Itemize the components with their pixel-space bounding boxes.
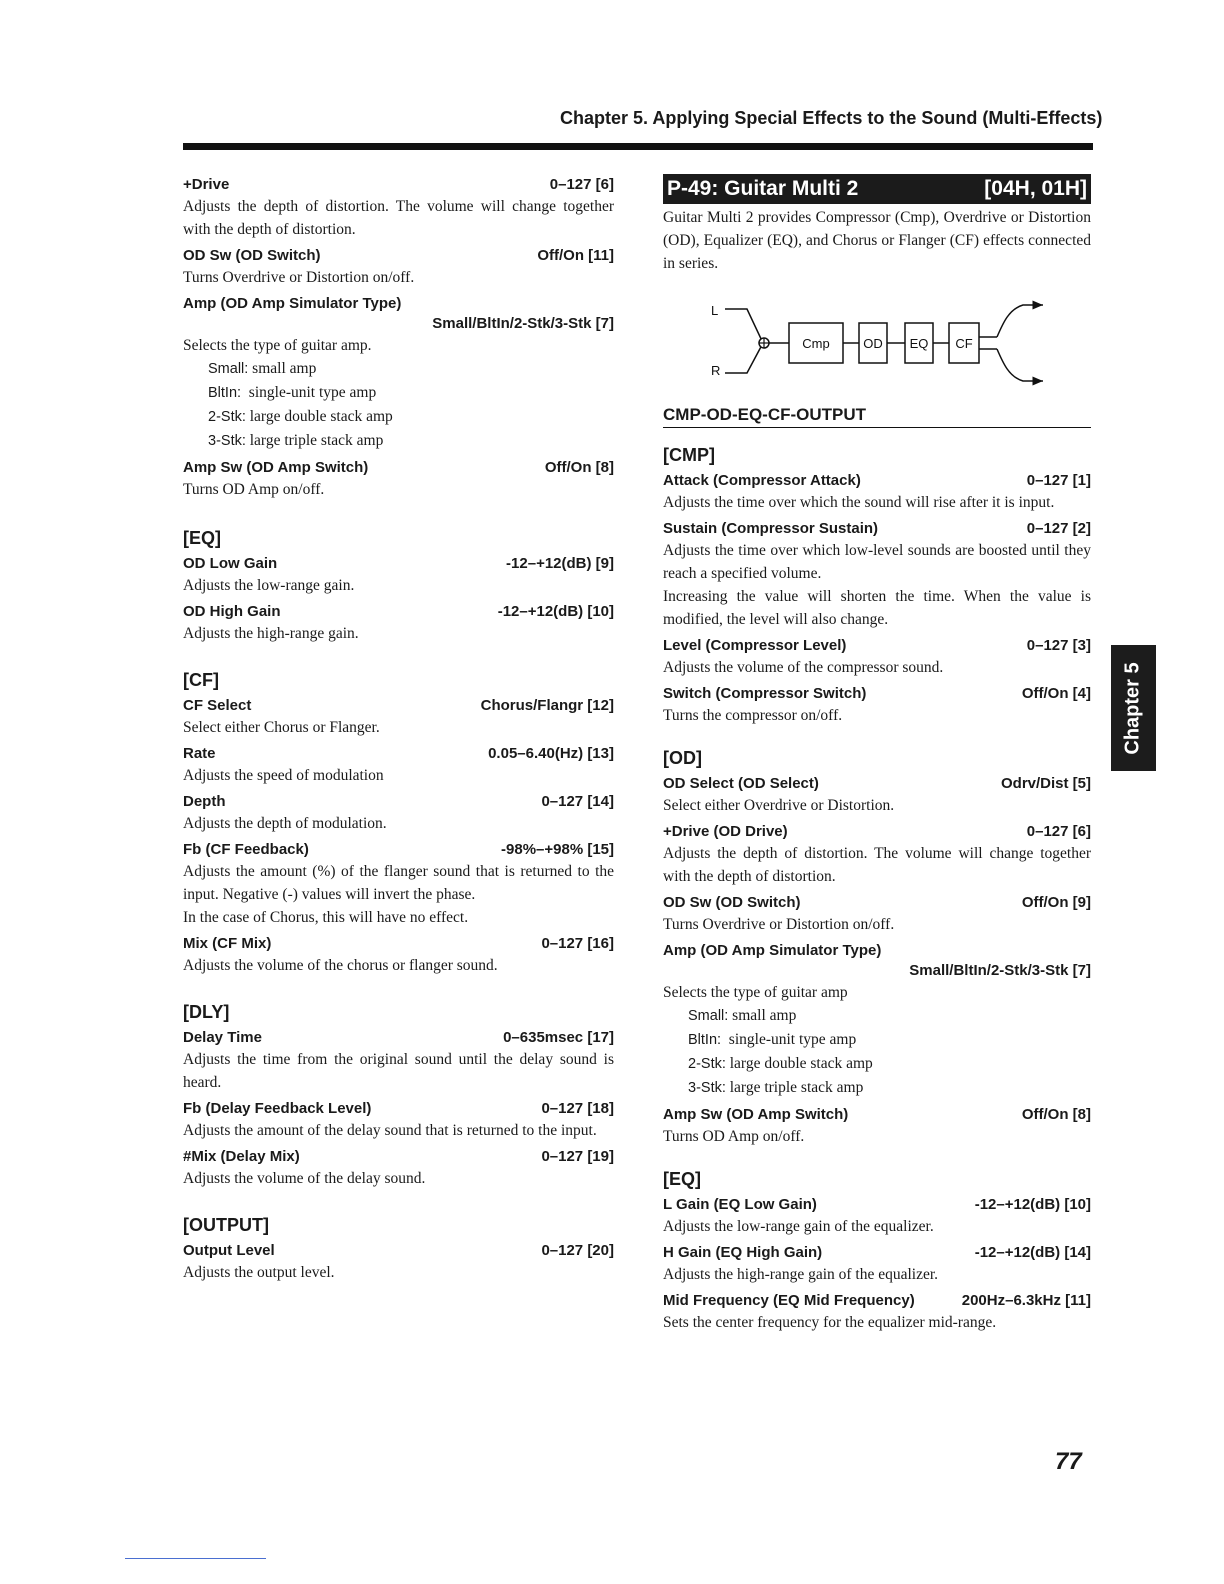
param-output-level bbox=[183, 1241, 614, 1261]
param-name: Level (Compressor Level) bbox=[663, 637, 847, 654]
param-name: Delay Time bbox=[183, 1029, 262, 1046]
param-range: -98%–+98% [15] bbox=[501, 841, 614, 858]
param-name: Amp Sw (OD Amp Switch) bbox=[183, 459, 369, 476]
param-desc: Adjusts the time over which low-level sounds are boosted until they reach a specified volume. bbox=[663, 542, 1091, 582]
param-name: L Gain (EQ Low Gain) bbox=[663, 1196, 817, 1213]
param-amp-name: Amp (OD Amp Simulator Type) bbox=[183, 295, 402, 312]
amp-option: 3-Stk: large triple stack amp bbox=[688, 1079, 864, 1096]
param-desc: Turns the compressor on/off. bbox=[663, 707, 843, 724]
header-rule bbox=[183, 143, 1093, 150]
chapter-tab-label: Chapter 5 bbox=[1122, 661, 1144, 755]
param-attack bbox=[663, 471, 1091, 491]
param-name: OD Select (OD Select) bbox=[663, 775, 819, 792]
param-desc: Adjusts the volume of the chorus or flanger sound. bbox=[183, 957, 498, 974]
amp-option: BltIn: single-unit type amp bbox=[688, 1031, 857, 1048]
param-name: Sustain (Compressor Sustain) bbox=[663, 520, 879, 537]
param-amp-sw bbox=[183, 458, 614, 478]
output-arrow-l bbox=[997, 305, 1043, 337]
param-desc: Adjusts the depth of distortion. The volume will change together with the depth of distortion. bbox=[183, 198, 614, 238]
param-range: Odrv/Dist [5] bbox=[1000, 775, 1091, 792]
chapter-tab bbox=[1111, 645, 1156, 771]
patch-code: [04H, 01H] bbox=[984, 177, 1087, 200]
section-cmp: [CMP] bbox=[663, 445, 715, 465]
param-name: OD Sw (OD Switch) bbox=[663, 894, 801, 911]
section-eq: [EQ] bbox=[663, 1169, 701, 1189]
amp-option: 3-Stk: large triple stack amp bbox=[208, 432, 384, 449]
block-eq-label: EQ bbox=[909, 336, 929, 351]
param-range: 0–127 [18] bbox=[541, 1100, 614, 1117]
param-high-gain bbox=[183, 602, 614, 622]
page-number: 77 bbox=[1055, 1448, 1082, 1475]
section-od: [OD] bbox=[663, 748, 702, 768]
param-range: Off/On [8] bbox=[544, 459, 614, 476]
param-range: -12–+12(dB) [14] bbox=[974, 1244, 1091, 1261]
param-desc: Adjusts the low-range gain. bbox=[183, 577, 355, 594]
param-desc: Select either Overdrive or Distortion. bbox=[663, 797, 895, 814]
param-desc: Adjusts the output level. bbox=[183, 1264, 335, 1281]
param-switch bbox=[663, 684, 1091, 704]
param-mid-freq bbox=[663, 1291, 1091, 1311]
param-name: +Drive bbox=[183, 176, 230, 193]
param-range: 0–127 [19] bbox=[541, 1148, 614, 1165]
param-low-gain bbox=[183, 554, 614, 574]
param-range: 0–127 [14] bbox=[541, 793, 614, 810]
patch-banner bbox=[663, 174, 1091, 204]
section-output: [OUTPUT] bbox=[183, 1215, 269, 1235]
param-desc: Adjusts the speed of modulation bbox=[183, 767, 384, 784]
param-name: Depth bbox=[183, 793, 226, 810]
param-range: 0–127 [6] bbox=[1026, 823, 1091, 840]
param-name: Attack (Compressor Attack) bbox=[663, 472, 861, 489]
param-cf-select bbox=[183, 696, 614, 716]
page-header: Chapter 5. Applying Special Effects to the Sound (Multi-Effects) bbox=[560, 108, 1103, 128]
param-range: Off/On [8] bbox=[1021, 1106, 1091, 1123]
diagram-in-r: R bbox=[711, 363, 721, 378]
amp-option: 2-Stk: large double stack amp bbox=[688, 1055, 873, 1072]
right-column bbox=[663, 174, 1091, 1334]
param-name: +Drive (OD Drive) bbox=[663, 823, 788, 840]
param-od-drive bbox=[663, 822, 1091, 842]
param-range: 0.05–6.40(Hz) [13] bbox=[488, 745, 614, 762]
param-range: 0–127 [6] bbox=[549, 176, 614, 193]
param-desc: Sets the center frequency for the equalizer mid-range. bbox=[663, 1314, 997, 1331]
param-range: -12–+12(dB) [10] bbox=[497, 603, 614, 620]
param-desc: Adjusts the time over which the sound will rise after it is input. bbox=[663, 494, 1055, 511]
param-desc: Select either Chorus or Flanger. bbox=[183, 719, 380, 736]
param-range: 0–635msec [17] bbox=[503, 1029, 614, 1046]
param-desc: Adjusts the depth of distortion. The volume will change together with the depth of distortion. bbox=[663, 845, 1091, 885]
param-desc: Turns Overdrive or Distortion on/off. bbox=[663, 916, 895, 933]
param-h-gain bbox=[663, 1243, 1091, 1263]
diagram-in-l: L bbox=[711, 303, 719, 318]
param-cf-feedback bbox=[183, 840, 614, 860]
section-dly: [DLY] bbox=[183, 1002, 230, 1022]
amp-option: 2-Stk: large double stack amp bbox=[208, 408, 393, 425]
param-desc: Adjusts the amount of the delay sound that is returned to the input. bbox=[183, 1122, 597, 1139]
param-desc: Adjusts the depth of modulation. bbox=[183, 815, 387, 832]
param-desc: Selects the type of guitar amp bbox=[663, 984, 848, 1001]
param-name: OD Sw (OD Switch) bbox=[183, 247, 321, 264]
param-desc: Adjusts the volume of the compressor sound. bbox=[663, 659, 944, 676]
block-od-label: OD bbox=[863, 336, 883, 351]
param-desc: Adjusts the high-range gain. bbox=[183, 625, 359, 642]
routing-heading: CMP-OD-EQ-CF-OUTPUT bbox=[663, 405, 1091, 428]
param-desc: Turns Overdrive or Distortion on/off. bbox=[183, 269, 415, 286]
param-depth bbox=[183, 792, 614, 812]
param-level bbox=[663, 636, 1091, 656]
param-desc: Turns OD Amp on/off. bbox=[663, 1128, 805, 1145]
param-amp-range: Small/BltIn/2-Stk/3-Stk [7] bbox=[432, 315, 614, 332]
param-rate bbox=[183, 744, 614, 764]
param-name: OD High Gain bbox=[183, 603, 281, 620]
block-cf-label: CF bbox=[955, 336, 973, 351]
output-arrow-r bbox=[997, 349, 1043, 381]
block-cmp-label: Cmp bbox=[802, 336, 830, 351]
param-name: Amp Sw (OD Amp Switch) bbox=[663, 1106, 849, 1123]
param-desc: Selects the type of guitar amp. bbox=[183, 337, 372, 354]
param-name: Fb (Delay Feedback Level) bbox=[183, 1100, 372, 1117]
param-delay-time bbox=[183, 1028, 614, 1048]
param-range: Chorus/Flangr [12] bbox=[480, 697, 614, 714]
param-name: Rate bbox=[183, 745, 216, 762]
param-name: Mid Frequency (EQ Mid Frequency) bbox=[663, 1292, 915, 1309]
amp-option: Small: small amp bbox=[208, 360, 317, 377]
param-name: OD Low Gain bbox=[183, 555, 278, 572]
param-cf-mix bbox=[183, 934, 614, 954]
param-desc: Turns OD Amp on/off. bbox=[183, 481, 325, 498]
param-name: Output Level bbox=[183, 1242, 275, 1259]
param-name: CF Select bbox=[183, 697, 252, 714]
param-od-sw bbox=[183, 246, 614, 266]
param-range: -12–+12(dB) [10] bbox=[974, 1196, 1091, 1213]
footer-line bbox=[125, 1558, 266, 1559]
param-delay-mix bbox=[183, 1147, 614, 1167]
param-name: Mix (CF Mix) bbox=[183, 935, 272, 952]
param-range: 0–127 [20] bbox=[541, 1242, 614, 1259]
param-amp-name: Amp (OD Amp Simulator Type) bbox=[663, 942, 882, 959]
param-range: 0–127 [1] bbox=[1026, 472, 1091, 489]
param-amp-sw bbox=[663, 1105, 1091, 1125]
section-eq: [EQ] bbox=[183, 528, 221, 548]
param-desc: Adjusts the volume of the delay sound. bbox=[183, 1170, 426, 1187]
patch-title: P-49: Guitar Multi 2 bbox=[667, 177, 859, 200]
patch-intro: Guitar Multi 2 provides Compressor (Cmp), Overdrive or Distortion (OD), Equalizer (EQ), and Chorus or Flanger (CF) effects connected in series. bbox=[663, 209, 1091, 272]
amp-option: Small: small amp bbox=[688, 1007, 797, 1024]
param-delay-feedback bbox=[183, 1099, 614, 1119]
param-od-sw bbox=[663, 893, 1091, 913]
param-amp-range: Small/BltIn/2-Stk/3-Stk [7] bbox=[909, 962, 1091, 979]
signal-flow-diagram bbox=[663, 293, 1091, 393]
param-range: Off/On [9] bbox=[1021, 894, 1091, 911]
param-od-select bbox=[663, 774, 1091, 794]
section-cf: [CF] bbox=[183, 670, 219, 690]
param-range: 200Hz–6.3kHz [11] bbox=[961, 1292, 1091, 1309]
param-desc: Adjusts the high-range gain of the equalizer. bbox=[663, 1266, 939, 1283]
param-l-gain bbox=[663, 1195, 1091, 1215]
left-column bbox=[183, 170, 614, 1284]
param-sustain bbox=[663, 519, 1091, 539]
param-range: Off/On [4] bbox=[1021, 685, 1091, 702]
param-range: -12–+12(dB) [9] bbox=[506, 555, 614, 572]
param-desc: Adjusts the time from the original sound until the delay sound is heard. bbox=[183, 1051, 614, 1091]
param-range: 0–127 [3] bbox=[1026, 637, 1091, 654]
param-desc-note: Increasing the value will shorten the time. When the value is modified, the level will also change. bbox=[663, 588, 1091, 628]
amp-option: BltIn: single-unit type amp bbox=[208, 384, 377, 401]
param-name: Fb (CF Feedback) bbox=[183, 841, 309, 858]
param-name: #Mix (Delay Mix) bbox=[183, 1148, 300, 1165]
param-range: 0–127 [16] bbox=[541, 935, 614, 952]
param-drive bbox=[183, 175, 614, 195]
param-range: Off/On [11] bbox=[537, 247, 614, 264]
param-desc: Adjusts the low-range gain of the equalizer. bbox=[663, 1218, 934, 1235]
param-desc-note: In the case of Chorus, this will have no effect. bbox=[183, 909, 469, 926]
param-desc: Adjusts the amount (%) of the flanger sound that is returned to the input. Negative (-) values will invert the phase. bbox=[183, 863, 614, 903]
param-name: Switch (Compressor Switch) bbox=[663, 685, 867, 702]
signal-flow-svg bbox=[663, 293, 1091, 393]
param-range: 0–127 [2] bbox=[1026, 520, 1091, 537]
param-name: H Gain (EQ High Gain) bbox=[663, 1244, 823, 1261]
